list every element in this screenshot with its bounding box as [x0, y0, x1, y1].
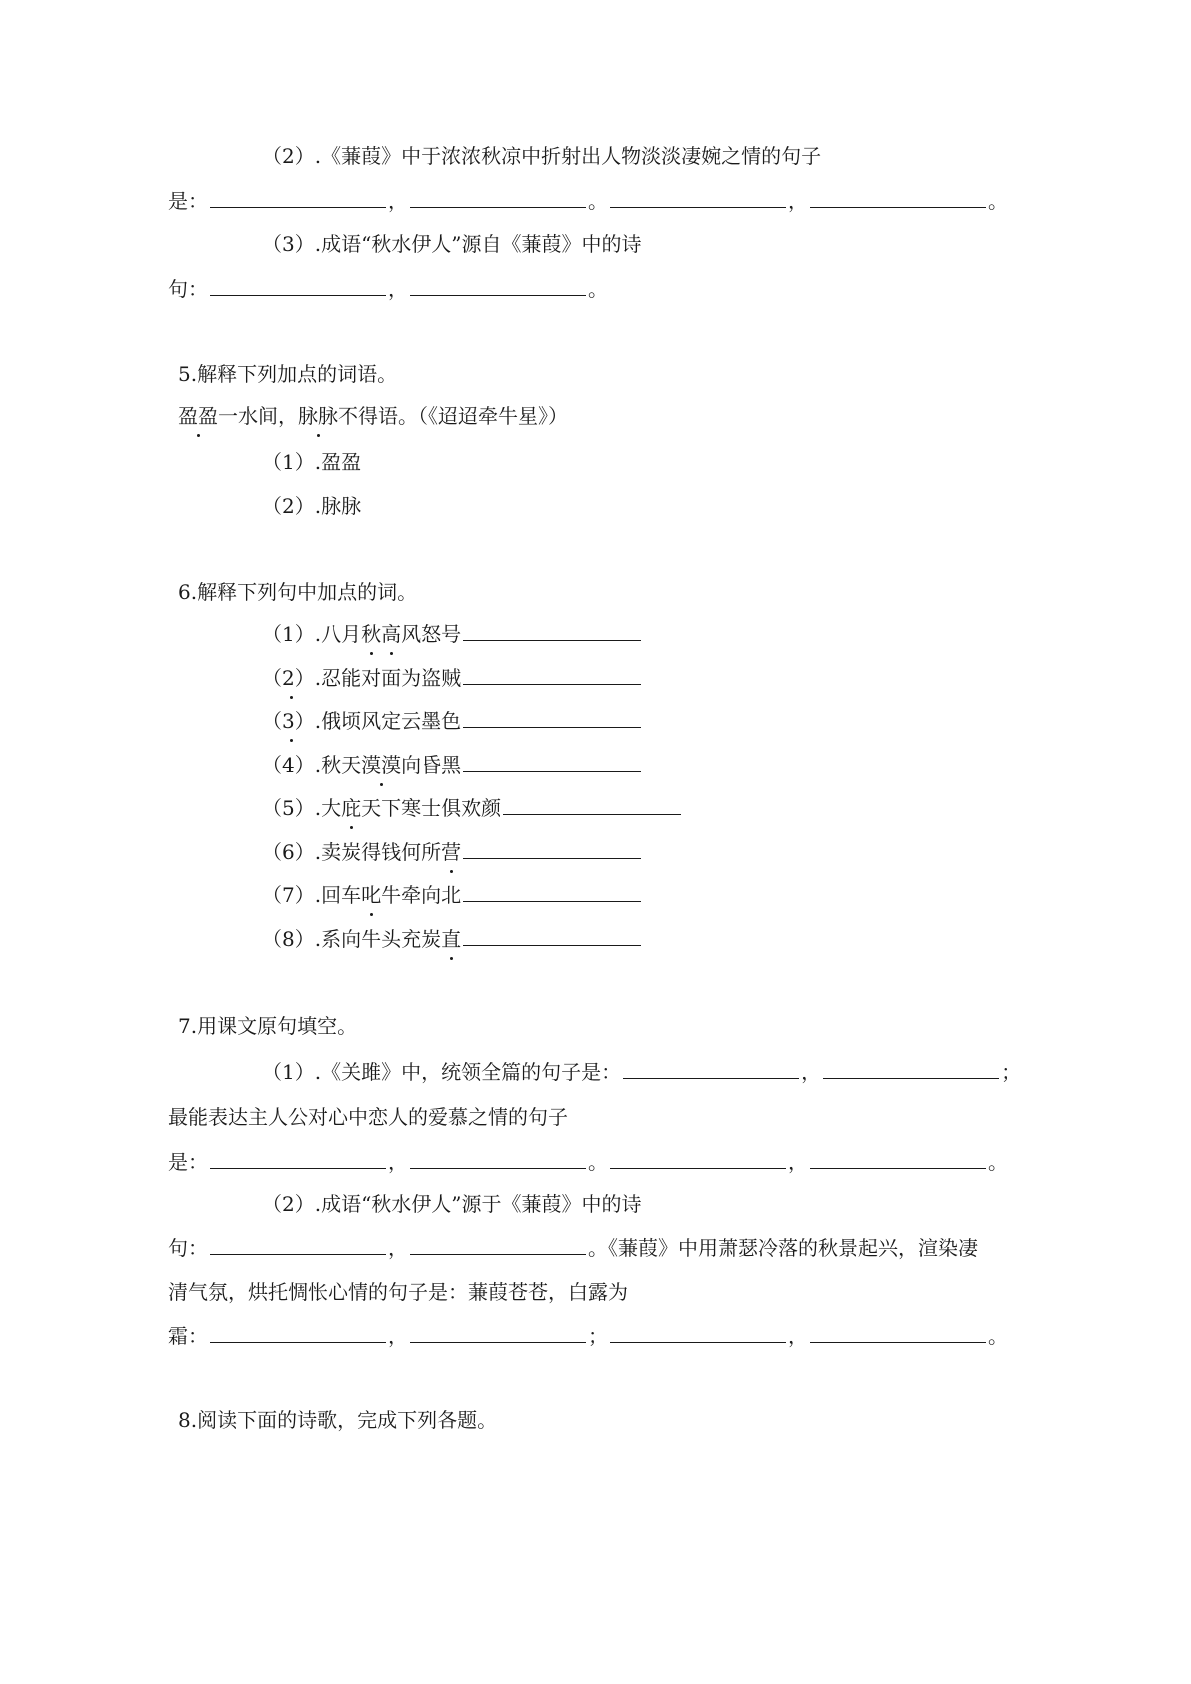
answer-blank[interactable] [210, 1148, 386, 1169]
q6-item1: （1）.八月秋高风怒号 [262, 620, 643, 648]
answer-blank[interactable] [210, 1322, 386, 1343]
q4-item2-answer-line: 是： ， 。 ， 。 [168, 189, 1008, 213]
q6-item6: （6）.卖炭得钱何所营 [262, 838, 643, 866]
answer-blank[interactable] [463, 664, 641, 685]
answer-blank[interactable] [210, 1234, 386, 1255]
answer-blank[interactable] [810, 1148, 986, 1169]
answer-blank[interactable] [410, 187, 586, 208]
q6-item3: （3）.俄顷风定云墨色 [262, 707, 643, 735]
answer-blank[interactable] [410, 1234, 586, 1255]
q6-item5: （5）.大庇天下寒士俱欢颜 [262, 794, 683, 822]
q5-item2: （2）.脉脉 [262, 494, 362, 518]
q7-item2-answer-line2: 霜： ， ； ， 。 [168, 1324, 1008, 1348]
dotted-char: 高 [381, 622, 402, 646]
q7-item1: （1）.《关雎》中，统领全篇的句子是： ， ； [262, 1060, 1022, 1084]
q7-item2: （2）.成语“秋水伊人”源于《蒹葭》中的诗 [262, 1192, 642, 1216]
answer-blank[interactable] [463, 751, 641, 772]
answer-blank[interactable] [810, 1322, 986, 1343]
q6-title: 6.解释下列句中加点的词。 [178, 580, 418, 604]
answer-blank[interactable] [463, 838, 641, 859]
q4-item2-text: （2）.《蒹葭》中于浓浓秋凉中折射出人物淡淡凄婉之情的句子 [262, 144, 822, 168]
dotted-prefix: （3）. [262, 709, 322, 733]
answer-blank[interactable] [610, 1148, 786, 1169]
answer-blank[interactable] [463, 620, 641, 641]
answer-blank[interactable] [463, 881, 641, 902]
answer-blank[interactable] [623, 1058, 799, 1079]
dotted-char: 漠漠 [361, 753, 402, 777]
answer-blank[interactable] [823, 1058, 999, 1079]
dotted-char: 营 [441, 840, 462, 864]
answer-lead: 句： [168, 277, 208, 301]
q4-item3-answer-line: 句： ， 。 [168, 277, 608, 301]
q6-item8: （8）.系向牛头充炭直 [262, 925, 643, 953]
answer-blank[interactable] [410, 1148, 586, 1169]
answer-blank[interactable] [610, 187, 786, 208]
answer-blank[interactable] [463, 925, 641, 946]
q5-sentence: 盈盈一水间，脉脉不得语。（《迢迢牵牛星》） [178, 404, 568, 428]
q7-title: 7.用课文原句填空。 [178, 1014, 358, 1038]
q4-item3-text: （3）.成语“秋水伊人”源自《蒹葭》中的诗 [262, 232, 642, 256]
answer-blank[interactable] [610, 1322, 786, 1343]
dotted-prefix: （2）. [262, 666, 322, 690]
q6-item2: （2）.忍能对面为盗贼 [262, 664, 643, 692]
answer-lead: 是： [168, 189, 208, 213]
q7-item2-cont: 清气氛，烘托惆怅心情的句子是：蒹葭苍苍，白露为 [168, 1280, 628, 1304]
dotted-char: 脉脉 [298, 404, 338, 428]
q5-title: 5.解释下列加点的词语。 [178, 362, 398, 386]
q5-item1: （1）.盈盈 [262, 450, 362, 474]
q6-item7: （7）.回车叱牛牵向北 [262, 881, 643, 909]
answer-blank[interactable] [210, 187, 386, 208]
q8-title: 8.阅读下面的诗歌，完成下列各题。 [178, 1408, 498, 1432]
answer-blank[interactable] [410, 1322, 586, 1343]
dotted-char: 秋 [361, 622, 382, 646]
dotted-char: 庇 [341, 796, 362, 820]
answer-blank[interactable] [410, 275, 586, 296]
answer-blank[interactable] [810, 187, 986, 208]
dotted-char: 叱 [361, 883, 382, 907]
answer-blank[interactable] [463, 707, 641, 728]
answer-blank[interactable] [503, 794, 681, 815]
q6-item4: （4）.秋天漠漠向昏黑 [262, 751, 643, 779]
q7-item1-cont: 最能表达主人公对心中恋人的爱慕之情的句子 [168, 1105, 568, 1129]
dotted-char: 直 [441, 927, 462, 951]
q7-item1-answer-line: 是： ， 。 ， 。 [168, 1150, 1008, 1174]
q7-item2-answer-line: 句： ， 。《蒹葭》中用萧瑟冷落的秋景起兴，渲染凄 [168, 1236, 978, 1260]
answer-blank[interactable] [210, 275, 386, 296]
dotted-char: 盈盈 [178, 404, 218, 428]
